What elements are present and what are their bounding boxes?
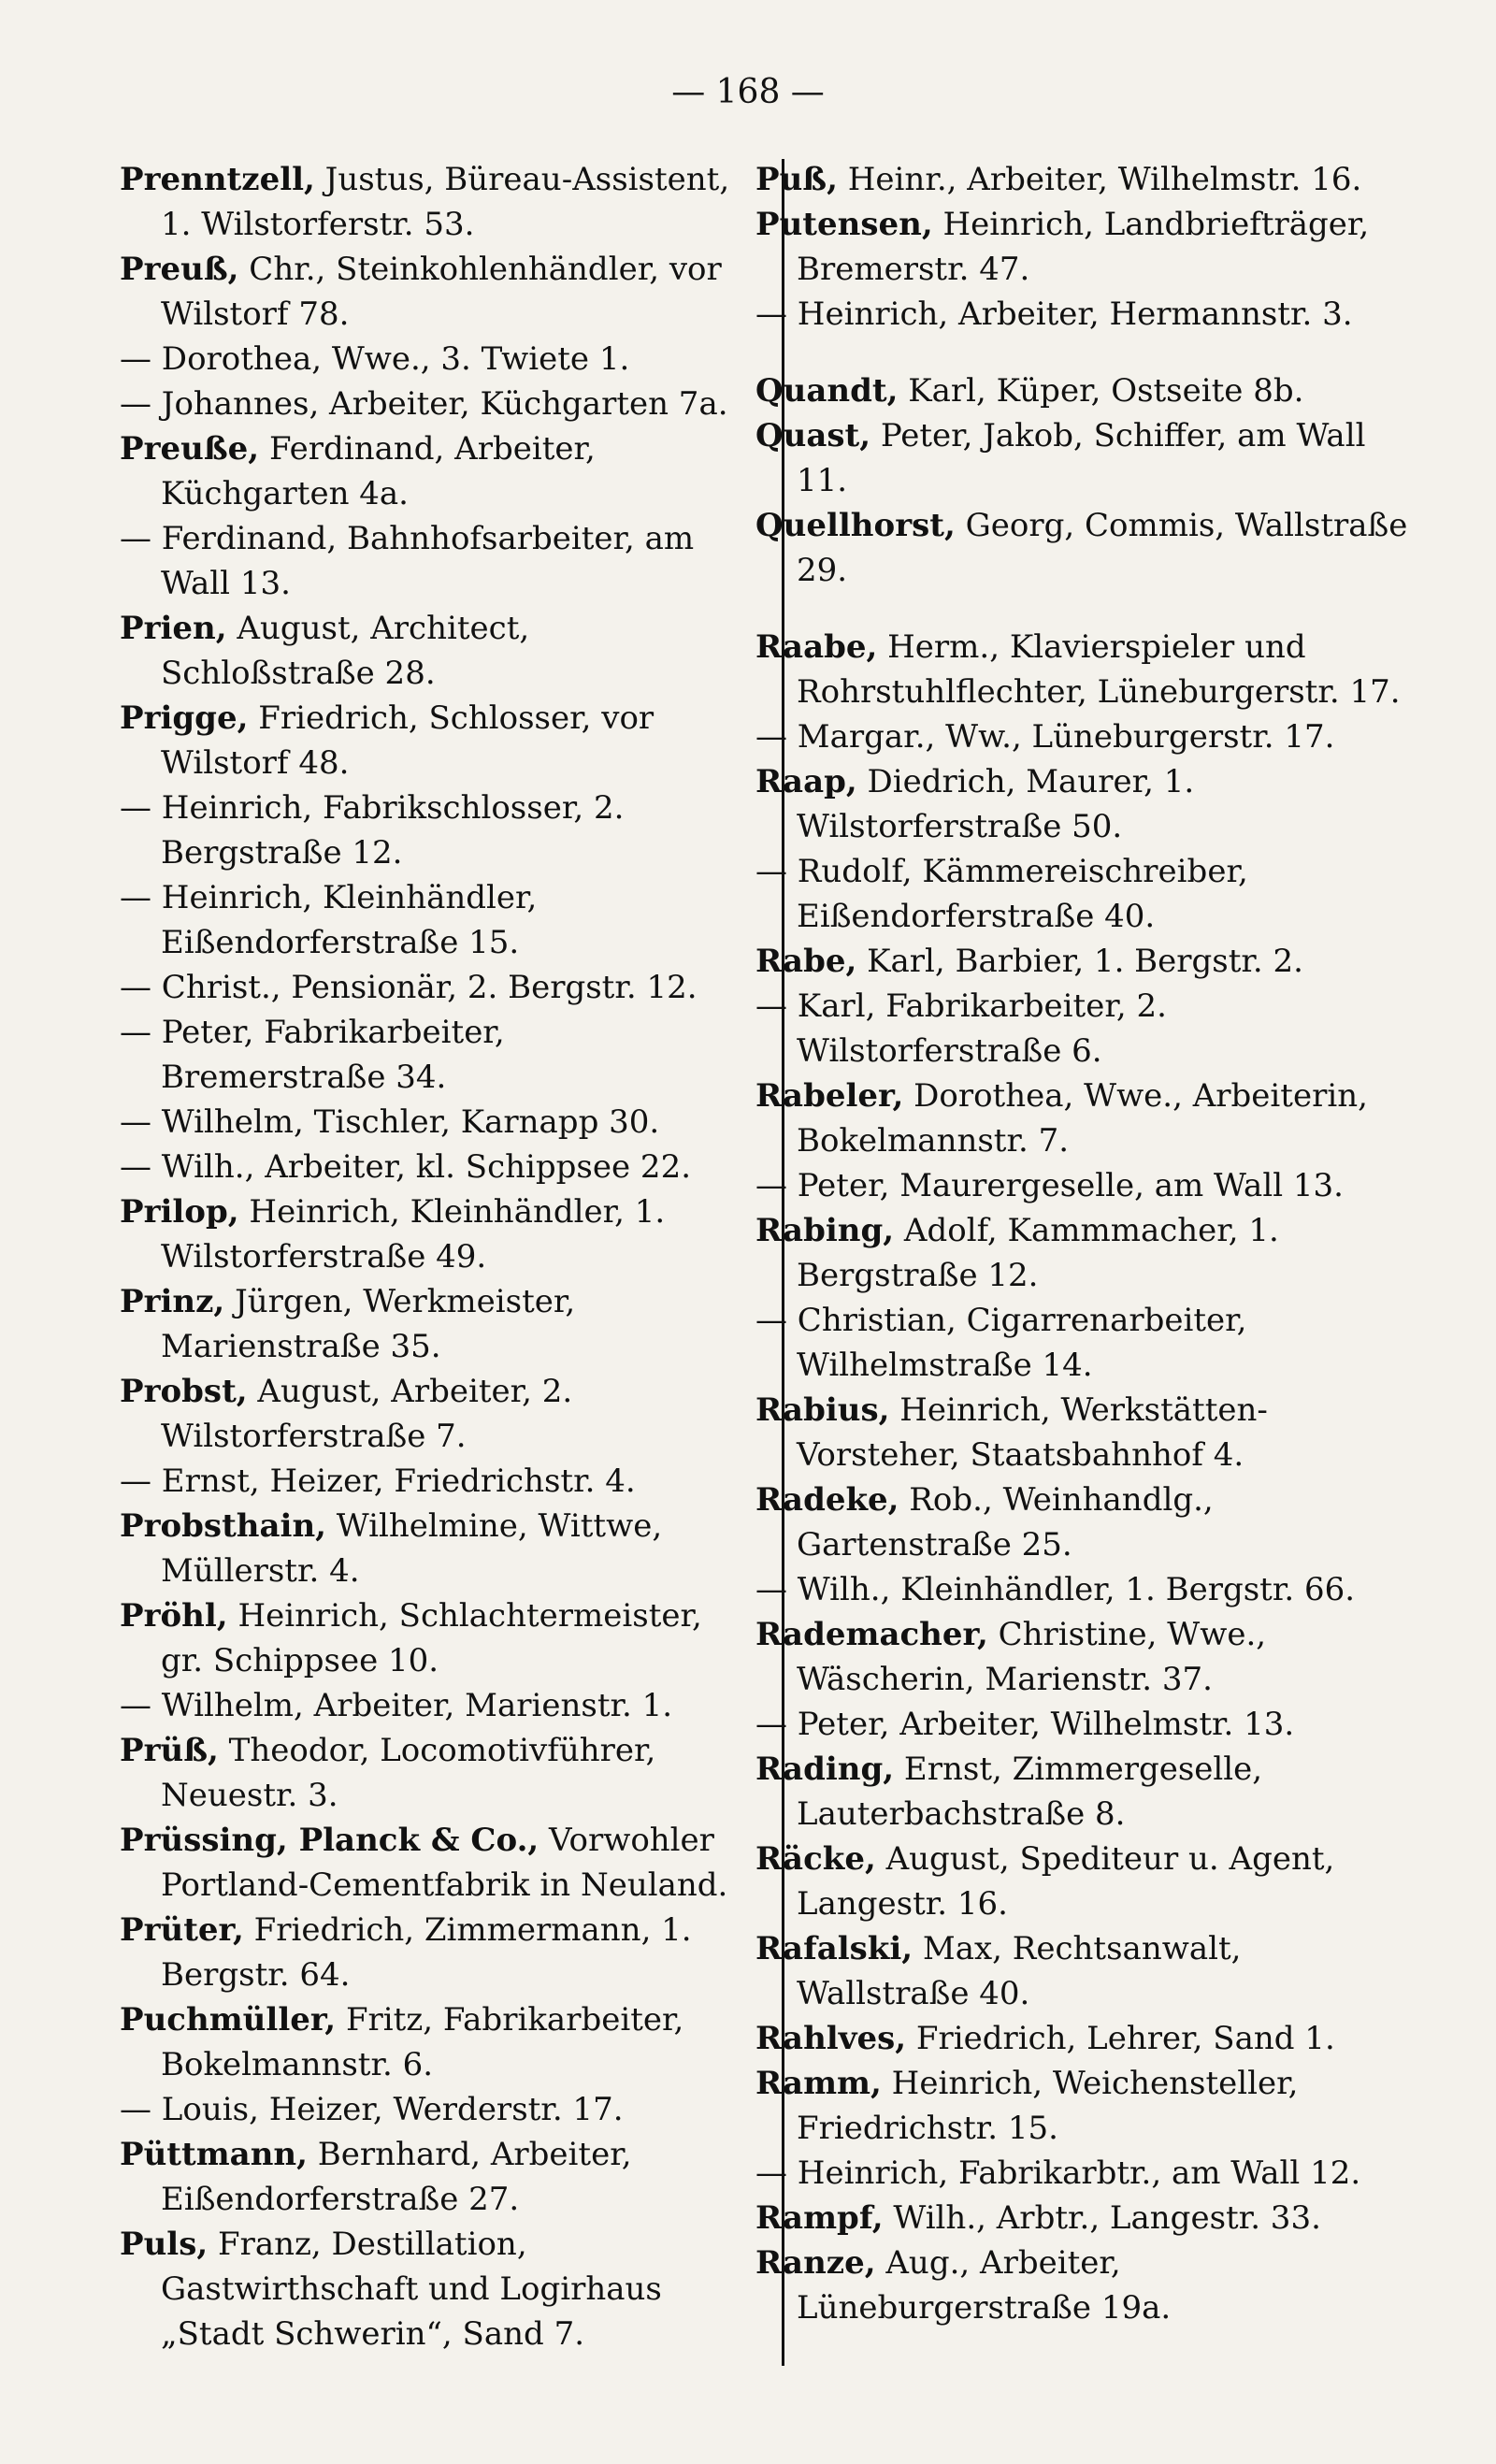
entry-surname: Puß, (755, 161, 838, 198)
entry-details: Theodor, Locomotivführer, Neuestr. 3. (161, 1732, 656, 1814)
directory-entry (755, 1388, 1410, 1477)
entry-details: Friedrich, Schlosser, vor Wilstorf 48. (161, 699, 654, 782)
entry-details: Heinrich, Weichensteller, Friedrichstr. 15. (797, 2065, 1299, 2147)
directory-entry (120, 696, 737, 785)
entry-surname: Puls, (120, 2226, 209, 2263)
directory-entry (755, 1298, 1410, 1388)
entry-details: Heinrich, Landbriefträger, Bremerstr. 47. (797, 206, 1370, 288)
directory-entry (120, 1369, 737, 1459)
directory-entry (120, 1145, 737, 1189)
directory-entry (120, 1683, 737, 1728)
entry-details: August, Spediteur u. Agent, Langestr. 16. (797, 1840, 1335, 1923)
directory-entry (755, 157, 1410, 202)
directory-entry (120, 1728, 737, 1818)
left-column (120, 157, 737, 2356)
directory-entry (755, 1747, 1410, 1837)
entry-details: — Wilh., Kleinhändler, 1. Bergstr. 66. (755, 1571, 1356, 1608)
directory-entry (120, 157, 737, 247)
entry-surname: Rafalski, (755, 1930, 913, 1967)
entry-details: Rob., Weinhandlg., Gartenstraße 25. (797, 1481, 1214, 1563)
entry-details: Bernhard, Arbeiter, Eißendorferstraße 27. (161, 2136, 632, 2218)
entry-details: Adolf, Kammmacher, 1. Bergstraße 12. (797, 1212, 1279, 1294)
directory-entry (120, 1010, 737, 1100)
entry-details: — Wilhelm, Tischler, Karnapp 30. (120, 1103, 660, 1141)
entry-details: Karl, Barbier, 1. Bergstr. 2. (856, 943, 1303, 980)
entry-details: Chr., Steinkohlenhändler, vor Wilstorf 78. (161, 251, 722, 333)
entry-details: Herm., Klavierspieler und Rohrstuhlflechter, Lüneburgerstr. 17. (797, 628, 1401, 711)
directory-entry (755, 2241, 1410, 2330)
directory-entry (120, 965, 737, 1010)
entry-details: Wilhelmine, Wittwe, Müllerstr. 4. (161, 1507, 663, 1590)
entry-details: — Christian, Cigarrenarbeiter, Wilhelmstraße 14. (755, 1302, 1247, 1384)
directory-entry (120, 337, 737, 382)
entry-surname: Rabe, (755, 943, 857, 980)
entry-surname: Preuße, (120, 430, 260, 468)
entry-details: Ernst, Zimmergeselle, Lauterbachstraße 8. (797, 1751, 1263, 1833)
entry-surname: Radeke, (755, 1481, 899, 1519)
directory-entry (120, 1100, 737, 1145)
directory-entry (120, 1279, 737, 1369)
entry-surname: Putensen, (755, 206, 933, 243)
entry-surname: Rabius, (755, 1391, 890, 1429)
directory-entry (120, 1593, 737, 1683)
directory-entry (755, 759, 1410, 849)
entry-surname: Rabing, (755, 1212, 895, 1249)
entry-details: — Wilhelm, Arbeiter, Marienstr. 1. (120, 1687, 673, 1724)
entry-surname: Ranze, (755, 2244, 876, 2282)
directory-entry (755, 413, 1410, 503)
directory-entry (755, 625, 1410, 714)
right-column (755, 157, 1410, 2330)
entry-details: Karl, Küper, Ostseite 8b. (898, 372, 1304, 410)
entry-details: — Heinrich, Kleinhändler, Eißendorferstraße 15. (120, 879, 538, 961)
entry-details: — Wilh., Arbeiter, kl. Schippsee 22. (120, 1148, 692, 1186)
directory-entry (755, 503, 1410, 593)
entry-surname: Rading, (755, 1751, 895, 1788)
entry-surname: Probst, (120, 1373, 248, 1410)
directory-entry (755, 1926, 1410, 2016)
directory-entry (120, 516, 737, 606)
directory-entry (755, 714, 1410, 759)
entry-details: Diedrich, Maurer, 1. Wilstorferstraße 50. (797, 763, 1195, 845)
entry-surname: Räcke, (755, 1840, 876, 1878)
directory-entry (120, 785, 737, 875)
directory-entry (120, 875, 737, 965)
entry-details: Ferdinand, Arbeiter, Küchgarten 4a. (161, 430, 596, 512)
entry-surname: Puchmüller, (120, 2001, 337, 2039)
entry-details: Fritz, Fabrikarbeiter, Bokelmannstr. 6. (161, 2001, 684, 2083)
directory-entry (755, 849, 1410, 939)
entry-details: Georg, Commis, Wallstraße 29. (797, 507, 1408, 589)
entry-details: Aug., Arbeiter, Lüneburgerstraße 19a. (797, 2244, 1172, 2327)
directory-entry (755, 1073, 1410, 1163)
directory-entry (755, 368, 1410, 413)
entry-details: Justus, Büreau-Assistent, 1. Wilstorferstr. 53. (161, 161, 730, 243)
entry-details: — Margar., Ww., Lüneburgerstr. 17. (755, 718, 1335, 756)
entry-details: Heinr., Arbeiter, Wilhelmstr. 16. (837, 161, 1362, 198)
entry-surname: Probsthain, (120, 1507, 326, 1545)
entry-surname: Quast, (755, 417, 871, 454)
directory-entry (755, 202, 1410, 292)
entry-details: — Karl, Fabrikarbeiter, 2. Wilstorferstraße 6. (755, 987, 1167, 1070)
entry-details: Dorothea, Wwe., Arbeiterin, Bokelmannstr. 7. (797, 1077, 1368, 1160)
entry-details: Christine, Wwe., Wäscherin, Marienstr. 37. (797, 1616, 1267, 1698)
directory-entry (120, 1459, 737, 1504)
entry-details: — Peter, Fabrikarbeiter, Bremerstraße 34. (120, 1014, 505, 1096)
directory-entry (120, 1504, 737, 1593)
entry-details: Max, Rechtsanwalt, Wallstraße 40. (797, 1930, 1242, 2012)
directory-entry (120, 382, 737, 426)
directory-entry (755, 939, 1410, 984)
entry-surname: Prüß, (120, 1732, 219, 1769)
directory-entry (120, 247, 737, 337)
entry-details: Heinrich, Schlachtermeister, gr. Schippsee 10. (161, 1597, 702, 1679)
entry-surname: Prüter, (120, 1911, 244, 1949)
entry-details: August, Architect, Schloßstraße 28. (161, 610, 530, 692)
entry-surname: Prigge, (120, 699, 249, 737)
entry-details: — Peter, Arbeiter, Wilhelmstr. 13. (755, 1706, 1295, 1743)
entry-details: Friedrich, Lehrer, Sand 1. (906, 2020, 1335, 2057)
entry-details: — Heinrich, Arbeiter, Hermannstr. 3. (755, 295, 1353, 333)
entry-details: Heinrich, Kleinhändler, 1. Wilstorferstraße 49. (161, 1193, 666, 1275)
entry-details: Heinrich, Werkstätten-Vorsteher, Staatsbahnhof 4. (797, 1391, 1268, 1474)
entry-surname: Rampf, (755, 2199, 884, 2237)
directory-entry (120, 606, 737, 696)
entry-surname: Prien, (120, 610, 227, 647)
directory-entry (755, 2151, 1410, 2196)
entry-details: — Ferdinand, Bahnhofsarbeiter, am Wall 13. (120, 520, 695, 602)
page-number: — 168 — (671, 73, 825, 111)
entry-details: — Heinrich, Fabrikarbtr., am Wall 12. (755, 2154, 1361, 2192)
directory-entry (755, 1477, 1410, 1567)
entry-surname: Rahlves, (755, 2020, 907, 2057)
entry-details: — Johannes, Arbeiter, Küchgarten 7a. (120, 385, 728, 423)
directory-entry (120, 1997, 737, 2087)
directory-entry (755, 1612, 1410, 1702)
directory-entry (120, 2222, 737, 2356)
entry-surname: Prenntzell, (120, 161, 315, 198)
entry-surname: Prüssing, Planck & Co., (120, 1822, 539, 1859)
directory-entry (755, 1567, 1410, 1612)
entry-surname: Raabe, (755, 628, 878, 666)
directory-entry (755, 292, 1410, 337)
directory-entry (755, 1702, 1410, 1747)
directory-entry (120, 1908, 737, 1997)
entry-details: — Ernst, Heizer, Friedrichstr. 4. (120, 1463, 636, 1500)
entry-details: — Rudolf, Kämmereischreiber, Eißendorferstraße 40. (755, 853, 1248, 935)
entry-details: Franz, Destillation, Gastwirthschaft und Logirhaus „Stadt Schwerin“, Sand 7. (161, 2226, 662, 2353)
directory-entry (120, 2087, 737, 2132)
directory-entry (120, 2132, 737, 2222)
directory-entry (755, 1208, 1410, 1298)
directory-entry (120, 1818, 737, 1908)
entry-details: — Peter, Maurergeselle, am Wall 13. (755, 1167, 1344, 1204)
entry-details: — Heinrich, Fabrikschlosser, 2. Bergstraße 12. (120, 789, 625, 872)
directory-entry (755, 1837, 1410, 1926)
directory-entry (755, 2196, 1410, 2241)
directory-entry (755, 1163, 1410, 1208)
entry-details: August, Arbeiter, 2. Wilstorferstraße 7. (161, 1373, 573, 1455)
entry-surname: Ramm, (755, 2065, 882, 2102)
directory-entry (755, 984, 1410, 1073)
entry-details: Jürgen, Werkmeister, Marienstraße 35. (161, 1283, 576, 1365)
entry-surname: Quandt, (755, 372, 899, 410)
entry-details: — Christ., Pensionär, 2. Bergstr. 12. (120, 969, 698, 1006)
entry-surname: Rabeler, (755, 1077, 904, 1115)
entry-surname: Raap, (755, 763, 857, 800)
directory-entry (755, 2061, 1410, 2151)
entry-surname: Prilop, (120, 1193, 239, 1231)
entry-details: — Dorothea, Wwe., 3. Twiete 1. (120, 340, 630, 378)
entry-surname: Preuß, (120, 251, 239, 288)
entry-surname: Pröhl, (120, 1597, 228, 1635)
entry-details: Vorwohler Portland-Cementfabrik in Neuland. (161, 1822, 728, 1904)
directory-entry (755, 2016, 1410, 2061)
entry-details: Friedrich, Zimmermann, 1. Bergstr. 64. (161, 1911, 692, 1994)
entry-surname: Quellhorst, (755, 507, 956, 544)
entry-details: Peter, Jakob, Schiffer, am Wall 11. (797, 417, 1366, 499)
entry-details: — Louis, Heizer, Werderstr. 17. (120, 2091, 624, 2128)
entry-surname: Püttmann, (120, 2136, 308, 2173)
directory-entry (120, 426, 737, 516)
entry-surname: Rademacher, (755, 1616, 988, 1653)
directory-entry (120, 1189, 737, 1279)
entry-details: Wilh., Arbtr., Langestr. 33. (883, 2199, 1321, 2237)
entry-surname: Prinz, (120, 1283, 225, 1320)
